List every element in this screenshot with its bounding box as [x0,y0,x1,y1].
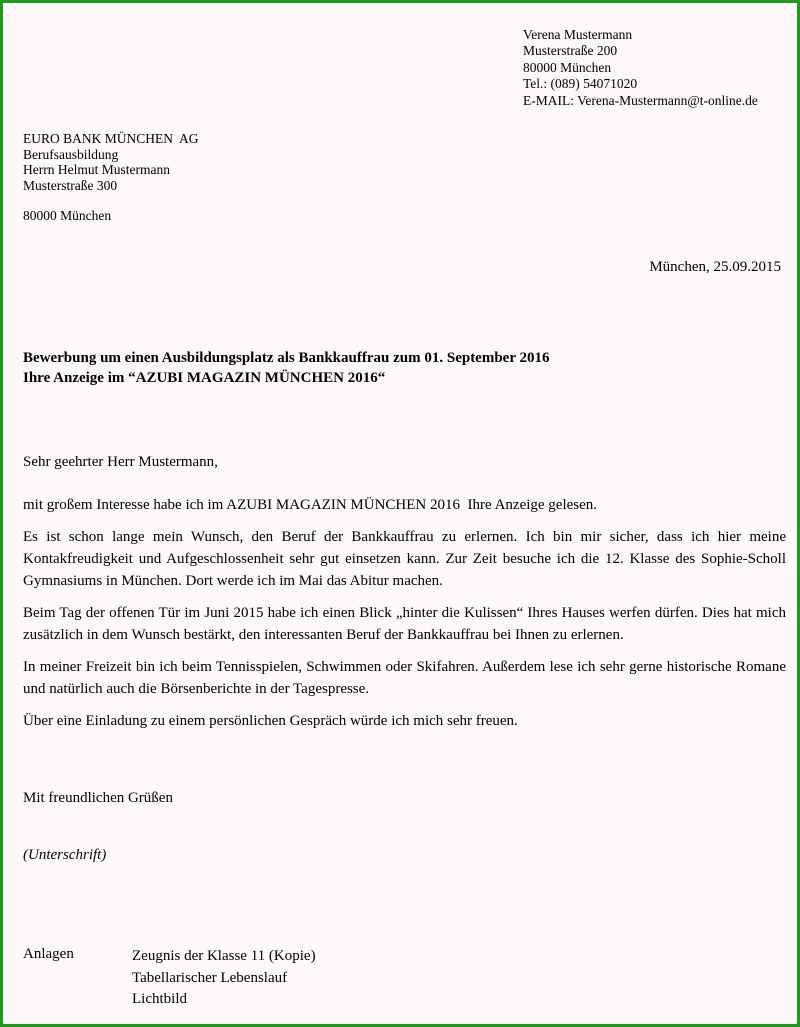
body-paragraph-3: Beim Tag der offenen Tür im Juni 2015 habe ich einen Blick „hinter die Kulissen“ Ihres Hauses werfen dürfen. Dies hat mich zusätzlich in dem Wunsch bestärkt, den interessanten Beruf der Bankkauffrau bei Ihnen zu erlernen. [23,605,786,643]
subject-block [23,348,549,388]
sender-address-block [523,27,758,109]
attachment-item: Lichtbild [132,991,187,1007]
recipient-address-block [23,131,199,224]
letter-date: München, 25.09.2015 [649,259,781,275]
attachment-item: Zeugnis der Klasse 11 (Kopie) [132,948,316,964]
body-paragraph-2: Es ist schon lange mein Wunsch, den Beruf der Bankkauffrau zu erlernen. Ich bin mir sicher, dass ich hier meine Kontakfreudigkeit und Aufgeschlossenheit sehr gut einsetzen kann. Zur Zeit besuche ich die 12. Klasse des Sophie-Scholl Gymnasiums in München. Dort werde ich im Mai das Abitur machen. [23,529,786,589]
subject-line-2: Ihre Anzeige im “AZUBI MAGAZIN MÜNCHEN 2016“ [23,370,386,386]
attachments-label: Anlagen [23,946,74,962]
subject-line-1: Bewerbung um einen Ausbildungsplatz als Bankkauffrau zum 01. September 2016 [23,350,550,366]
body-paragraph-5: Über eine Einladung zu einem persönlichen Gespräch würde ich mich sehr freuen. [23,713,518,729]
recipient-department: Berufsausbildung [23,146,119,162]
sender-phone: Tel.: (089) 54071020 [523,76,638,92]
closing-phrase: Mit freundlichen Grüßen [23,790,173,806]
letter-body [23,494,786,742]
salutation: Sehr geehrter Herr Mustermann, [23,454,218,470]
attachment-item: Tabellarischer Lebenslauf [132,969,288,986]
recipient-city: 80000 München [23,208,112,224]
body-paragraph-4: In meiner Freizeit bin ich beim Tennisspielen, Schwimmen oder Skifahren. Außerdem lese ich sehr gerne historische Romane und natürlich auch die Börsenberichte in der Tagespresse. [23,659,786,697]
sender-city: 80000 München [523,59,612,75]
signature-placeholder: (Unterschrift) [23,847,107,863]
sender-name: Verena Mustermann [523,27,633,42]
recipient-company: EURO BANK MÜNCHEN AG [23,131,199,146]
sender-street: Musterstraße 200 [523,43,618,59]
body-paragraph-1: mit großem Interesse habe ich im AZUBI MAGAZIN MÜNCHEN 2016 Ihre Anzeige gelesen. [23,497,598,513]
recipient-street: Musterstraße 300 [23,177,118,193]
recipient-person: Herrn Helmut Mustermann [23,162,170,178]
attachments-list [132,946,316,1011]
sender-email: E-MAIL: Verena-Mustermann@t-online.de [523,92,758,108]
